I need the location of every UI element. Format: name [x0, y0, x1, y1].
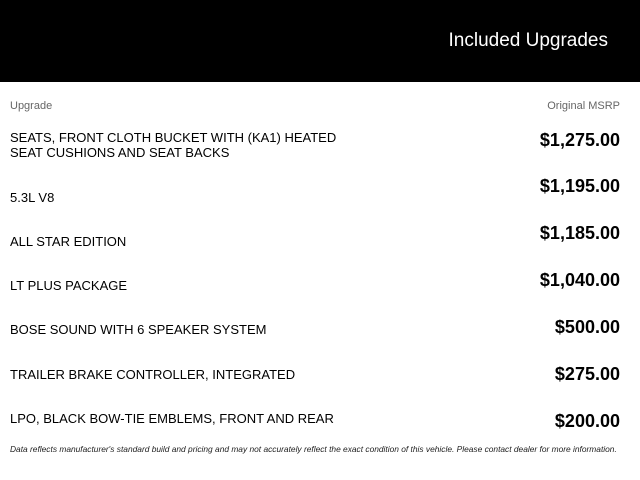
upgrade-price: $1,275.00 [539, 130, 620, 150]
upgrade-name: LT PLUS PACKAGE [10, 278, 128, 293]
header-bar [0, 0, 640, 82]
upgrade-name: SEATS, FRONT CLOTH BUCKET WITH (KA1) HEATED SEAT CUSHIONS AND SEAT BACKS [10, 130, 337, 160]
disclaimer-text: Data reflects manufacturer's standard build and pricing and may not accurately reflect the exact condition of this vehicle. Please contact dealer for more information. [10, 444, 617, 454]
upgrade-price: $500.00 [554, 317, 620, 337]
upgrade-price: $275.00 [554, 364, 620, 384]
upgrade-name: 5.3L V8 [10, 190, 55, 205]
column-header-upgrade: Upgrade [10, 100, 53, 112]
page-title: Included Upgrades [448, 30, 608, 51]
upgrade-name: BOSE SOUND WITH 6 SPEAKER SYSTEM [10, 322, 267, 337]
upgrade-price: $1,185.00 [539, 223, 620, 243]
upgrade-price: $1,195.00 [539, 176, 620, 196]
upgrade-price: $1,040.00 [539, 270, 620, 290]
upgrade-name: TRAILER BRAKE CONTROLLER, INTEGRATED [10, 367, 296, 382]
upgrade-name: LPO, BLACK BOW-TIE EMBLEMS, FRONT AND REAR [10, 411, 334, 426]
upgrade-price: $200.00 [554, 411, 620, 431]
upgrade-name: ALL STAR EDITION [10, 234, 127, 249]
column-header-msrp: Original MSRP [547, 100, 620, 112]
